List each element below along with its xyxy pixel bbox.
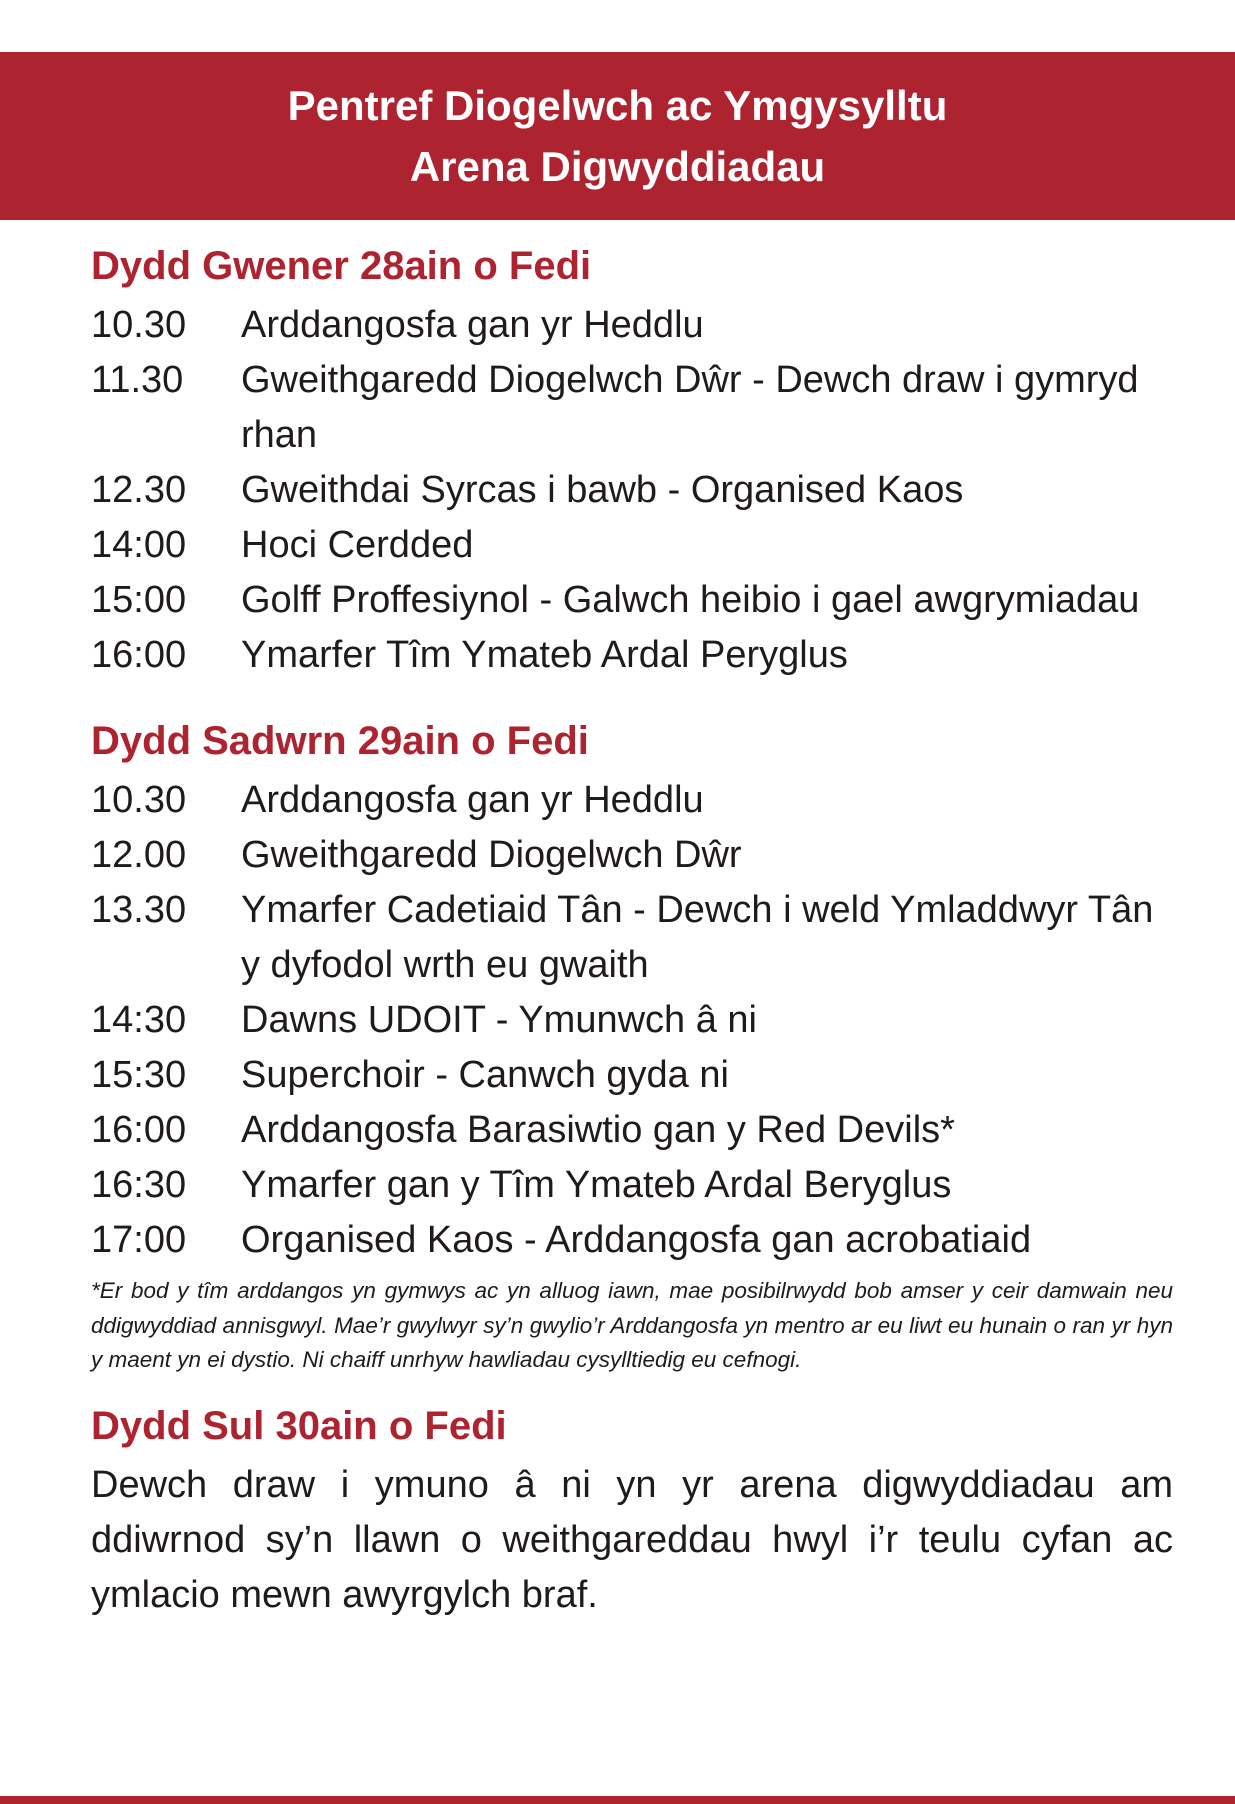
event-title: Superchoir - Canwch gyda ni [241,1054,729,1096]
saturday-heading: Dydd Sadwrn 29ain o Fedi [91,719,589,763]
schedule-row [91,993,1173,1048]
event-title: Ymarfer Cadetiaid Tân - Dewch i weld Ymladdwyr Tân y dyfodol wrth eu gwaith [241,889,1154,986]
sunday-heading: Dydd Sul 30ain o Fedi [91,1403,507,1448]
event-time: 12.00 [91,834,187,876]
friday-schedule [91,298,1173,683]
event-title: Ymarfer Tîm Ymateb Ardal Peryglus [241,634,848,676]
event-title: Arddangosfa gan yr Heddlu [241,304,704,346]
banner-subtitle: Arena Digwyddiadau [409,143,826,190]
event-time: 10.30 [91,779,187,821]
event-title: Arddangosfa gan yr Heddlu [241,779,704,821]
event-time: 17:00 [91,1219,187,1261]
event-title: Arddangosfa Barasiwtio gan y Red Devils* [241,1109,955,1151]
schedule-row [91,463,1173,518]
schedule-row [91,773,1173,828]
schedule-row [91,573,1173,628]
event-time: 10.30 [91,304,187,346]
event-time: 16:30 [91,1164,187,1206]
event-time: 11.30 [91,359,184,401]
event-time: 15:30 [91,1054,187,1096]
schedule-row [91,298,1173,353]
schedule-row [91,1048,1173,1103]
event-title: Golff Proffesiynol - Galwch heibio i gael awgrymiadau [241,579,1140,621]
event-title: Gweithdai Syrcas i bawb - Organised Kaos [241,469,964,511]
event-time: 14:30 [91,999,187,1041]
schedule-row [91,518,1173,573]
event-title: Dawns UDOIT - Ymunwch â ni [241,999,757,1041]
section-spacer [91,683,1173,713]
event-time: 16:00 [91,1109,187,1151]
header-banner [0,52,1235,220]
friday-heading: Dydd Gwener 28ain o Fedi [91,244,592,288]
event-title: Ymarfer gan y Tîm Ymateb Ardal Beryglus [241,1164,952,1206]
event-time: 15:00 [91,579,187,621]
saturday-schedule [91,773,1173,1268]
schedule-row [91,1158,1173,1213]
event-time: 14:00 [91,524,187,566]
schedule-row [91,353,1173,463]
schedule-row [91,628,1173,683]
event-title: Hoci Cerdded [241,524,474,566]
event-time: 12.30 [91,469,187,511]
event-title: Organised Kaos - Arddangosfa gan acrobatiaid [241,1219,1032,1261]
schedule-row [91,1213,1173,1268]
section-spacer [91,1378,1173,1398]
banner-title: Pentref Diogelwch ac Ymgysylltu [287,82,948,129]
event-title: Gweithgaredd Diogelwch Dŵr [241,834,742,876]
schedule-row [91,1103,1173,1158]
sunday-description: Dewch draw i ymuno â ni yn yr arena digwyddiadau am ddiwrnod sy’n llawn o weithgareddau hwyl i’r teulu cyfan ac ymlacio mewn awyrgylch braf. [91,1463,1173,1616]
disclaimer-footnote: *Er bod y tîm arddangos yn gymwys ac yn alluog iawn, mae posibilrwydd bob amser y ceir damwain neu ddigwyddiad annisgwyl. Mae’r gwylwyr sy’n gwylio’r Arddangosfa yn mentro ar eu liwt eu hunain o ran yr hyn y maent yn ei dystio. Ni chaiff unrhyw hawliadau cysylltiedig eu cefnogi. [91,1278,1173,1372]
event-time: 16:00 [91,634,187,676]
schedule-content [91,238,1173,1623]
bottom-divider [0,1796,1235,1804]
event-title: Gweithgaredd Diogelwch Dŵr - Dewch draw i gymryd rhan [241,359,1139,456]
event-time: 13.30 [91,889,187,931]
schedule-row [91,883,1173,993]
schedule-row [91,828,1173,883]
